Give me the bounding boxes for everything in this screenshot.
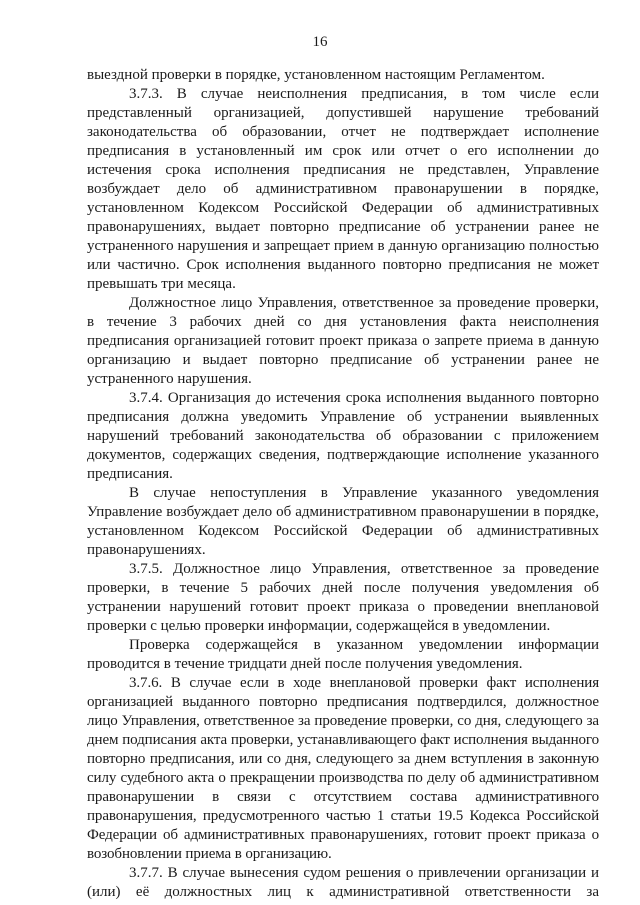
paragraph-3-7-4: 3.7.4. Организация до истечения срока исполнения выданного повторно предписания должна уведомить Управление об устранении выявленных нарушений требований законодательства об образовании с приложением документов, содержащих сведения, подтверждающие исполнение указанного предписания. (87, 390, 599, 482)
paragraph-official-duty: Должностное лицо Управления, ответственное за проведение проверки, в течение 3 рабочих дней со дня установления факта неисполнения предписания организацией готовит проект приказа о запрете приема в данную организацию и выдает повторно предписание об устранении ранее не устраненного нарушения. (87, 295, 599, 387)
paragraph-3-7-5: 3.7.5. Должностное лицо Управления, ответственное за проведение проверки, в течение 5 рабочих дней после получения уведомления об устранении нарушений готовит проект приказа о проведении внеплановой проверки с целью проверки информации, содержащейся в уведомлении. (87, 561, 599, 634)
paragraph-3-7-6: 3.7.6. В случае если в ходе внеплановой проверки факт исполнения организацией выданного повторно предписания подтвердился, должностное лицо Управления, ответственное за проведение проверки, со дня, следующего за днем подписания акта проверки, устанавливающего факт исполнения выданного повторно предписания, или со дня, следующего за днем вступления в законную силу судебного акта о прекращении производства по делу об административном правонарушении в связи с отсутствием состава административного правонарушения, предусмотренного частью 1 статьи 19.5 Кодекса Российской Федерации об административных правонарушениях, готовит проект приказа о возобновлении приема в организацию. (87, 675, 599, 862)
paragraph-1: выездной проверки в порядке, установленном настоящим Регламентом. (87, 67, 545, 83)
paragraph-3-7-7: 3.7.7. В случае вынесения судом решения о привлечении организации и (или) её должностных лиц к административной ответственности за (87, 865, 599, 900)
paragraph-non-receipt: В случае непоступления в Управление указанного уведомления Управление возбуждает дело об административном правонарушении в порядке, установленном Кодексом Российской Федерации об административных правонарушениях. (87, 485, 599, 558)
document-body (87, 66, 599, 902)
paragraph-verification-period: Проверка содержащейся в указанном уведомлении информации проводится в течение тридцати дней после получения уведомления. (87, 637, 599, 672)
paragraph-3-7-3: 3.7.3. В случае неисполнения предписания, в том числе если представленный организацией, допустившей нарушение требований законодательства об образовании, отчет не подтверждает исполнение предписания в установленный им срок или отчет о его исполнении до истечения срока исполнения предписания не представлен, Управление возбуждает дело об административном правонарушении в порядке, установленном Кодексом Российской Федерации об административных правонарушениях, выдает повторно предписание об устранении ранее не устраненного нарушения и запрещает прием в данную организацию полностью или частично. Срок исполнения выданного повторно предписания не может превышать три месяца. (87, 86, 599, 292)
page-number: 16 (312, 34, 328, 50)
